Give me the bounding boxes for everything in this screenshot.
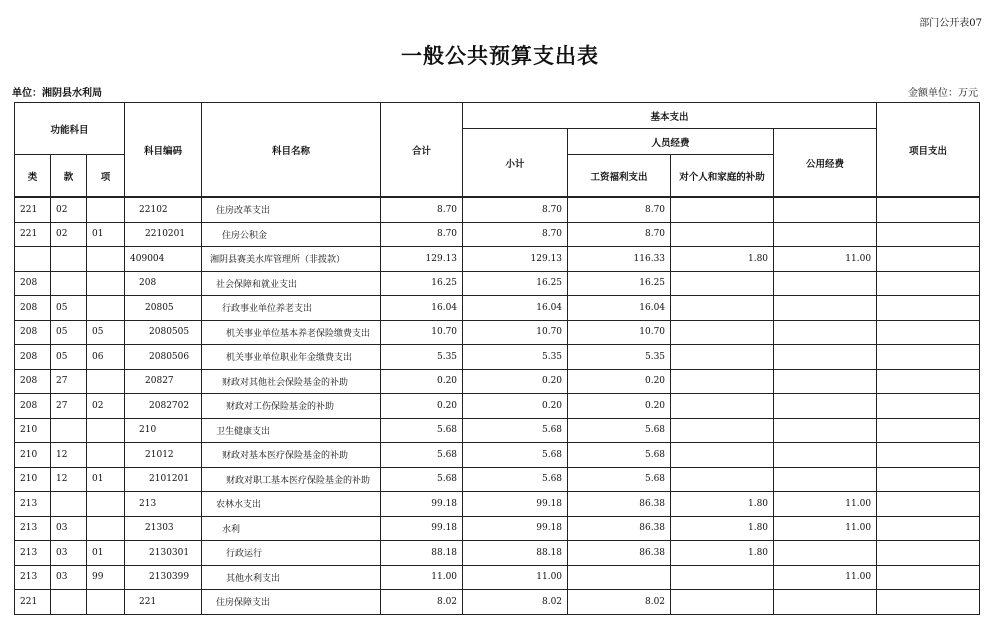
cell-subsidy: 1.80 xyxy=(671,516,774,541)
table-row xyxy=(15,345,980,370)
cell-subsidy xyxy=(671,467,774,492)
cell-salary: 16.04 xyxy=(568,296,671,321)
header-kuan: 款 xyxy=(51,155,87,198)
table-row xyxy=(15,541,980,566)
cell-subtotal: 5.68 xyxy=(463,418,568,443)
cell-xiang xyxy=(87,443,125,468)
cell-public xyxy=(774,443,877,468)
cell-name: 住房改革支出 xyxy=(202,197,381,222)
cell-name: 财政对其他社会保险基金的补助 xyxy=(202,369,381,394)
cell-subtotal: 11.00 xyxy=(463,565,568,590)
cell-code: 2082702 xyxy=(125,394,202,419)
cell-public: 11.00 xyxy=(774,247,877,272)
cell-code: 2210201 xyxy=(125,222,202,247)
budget-table xyxy=(14,102,980,615)
header-name: 科目名称 xyxy=(202,103,381,198)
table-row xyxy=(15,443,980,468)
cell-subtotal: 8.02 xyxy=(463,590,568,615)
cell-total: 16.04 xyxy=(381,296,463,321)
cell-total: 8.70 xyxy=(381,222,463,247)
cell-salary: 0.20 xyxy=(568,369,671,394)
cell-xiang xyxy=(87,247,125,272)
cell-total: 0.20 xyxy=(381,369,463,394)
cell-subtotal: 88.18 xyxy=(463,541,568,566)
cell-xiang xyxy=(87,296,125,321)
cell-salary: 5.68 xyxy=(568,443,671,468)
cell-public xyxy=(774,590,877,615)
cell-kuan: 02 xyxy=(51,197,87,222)
cell-subsidy xyxy=(671,320,774,345)
cell-code: 2130301 xyxy=(125,541,202,566)
header-basic: 基本支出 xyxy=(463,103,877,129)
cell-name: 水利 xyxy=(202,516,381,541)
header-xiang: 项 xyxy=(87,155,125,198)
cell-xiang: 06 xyxy=(87,345,125,370)
table-row xyxy=(15,296,980,321)
cell-lei: 210 xyxy=(15,443,51,468)
cell-project xyxy=(877,320,980,345)
cell-total: 5.68 xyxy=(381,443,463,468)
header-subtotal: 小计 xyxy=(463,129,568,198)
cell-subtotal: 129.13 xyxy=(463,247,568,272)
cell-project xyxy=(877,516,980,541)
cell-name: 行政事业单位养老支出 xyxy=(202,296,381,321)
unit-label: 单位：湘阴县水利局 xyxy=(12,88,102,99)
cell-code: 21012 xyxy=(125,443,202,468)
cell-public xyxy=(774,369,877,394)
cell-code: 20827 xyxy=(125,369,202,394)
cell-name: 住房公积金 xyxy=(202,222,381,247)
cell-kuan: 03 xyxy=(51,516,87,541)
cell-salary: 5.68 xyxy=(568,418,671,443)
cell-subsidy xyxy=(671,443,774,468)
cell-xiang: 02 xyxy=(87,394,125,419)
cell-code: 210 xyxy=(125,418,202,443)
cell-xiang: 01 xyxy=(87,222,125,247)
cell-name: 其他水利支出 xyxy=(202,565,381,590)
cell-lei: 208 xyxy=(15,296,51,321)
cell-project xyxy=(877,345,980,370)
cell-kuan: 05 xyxy=(51,296,87,321)
cell-total: 8.02 xyxy=(381,590,463,615)
cell-public xyxy=(774,394,877,419)
cell-xiang: 01 xyxy=(87,541,125,566)
table-row xyxy=(15,565,980,590)
header-public: 公用经费 xyxy=(774,129,877,198)
cell-code: 2130399 xyxy=(125,565,202,590)
cell-public xyxy=(774,320,877,345)
cell-xiang xyxy=(87,516,125,541)
table-row xyxy=(15,197,980,222)
money-unit-label: 金额单位：万元 xyxy=(908,88,978,99)
cell-code: 221 xyxy=(125,590,202,615)
cell-subsidy xyxy=(671,197,774,222)
cell-subtotal: 0.20 xyxy=(463,394,568,419)
cell-public xyxy=(774,541,877,566)
cell-public xyxy=(774,467,877,492)
cell-salary: 10.70 xyxy=(568,320,671,345)
cell-name: 行政运行 xyxy=(202,541,381,566)
cell-salary: 8.70 xyxy=(568,222,671,247)
cell-kuan xyxy=(51,271,87,296)
cell-project xyxy=(877,222,980,247)
cell-project xyxy=(877,492,980,517)
cell-public xyxy=(774,271,877,296)
form-code: 部门公开表07 xyxy=(919,18,982,29)
cell-subtotal: 5.68 xyxy=(463,467,568,492)
cell-kuan: 03 xyxy=(51,541,87,566)
cell-xiang xyxy=(87,590,125,615)
cell-salary: 16.25 xyxy=(568,271,671,296)
cell-project xyxy=(877,443,980,468)
cell-lei: 221 xyxy=(15,197,51,222)
cell-project xyxy=(877,565,980,590)
cell-code: 2080506 xyxy=(125,345,202,370)
cell-subtotal: 16.04 xyxy=(463,296,568,321)
cell-salary: 0.20 xyxy=(568,394,671,419)
cell-public: 11.00 xyxy=(774,492,877,517)
table-row xyxy=(15,247,980,272)
cell-total: 8.70 xyxy=(381,197,463,222)
cell-lei: 221 xyxy=(15,590,51,615)
cell-name: 财政对基本医疗保险基金的补助 xyxy=(202,443,381,468)
header-code: 科目编码 xyxy=(125,103,202,198)
cell-project xyxy=(877,369,980,394)
table-row xyxy=(15,516,980,541)
cell-project xyxy=(877,467,980,492)
header-lei: 类 xyxy=(15,155,51,198)
cell-project xyxy=(877,541,980,566)
cell-subtotal: 99.18 xyxy=(463,492,568,517)
cell-project xyxy=(877,247,980,272)
cell-project xyxy=(877,271,980,296)
cell-xiang xyxy=(87,271,125,296)
cell-lei: 208 xyxy=(15,369,51,394)
cell-name: 机关事业单位职业年金缴费支出 xyxy=(202,345,381,370)
cell-name: 卫生健康支出 xyxy=(202,418,381,443)
cell-project xyxy=(877,418,980,443)
cell-public xyxy=(774,345,877,370)
header-func-subject: 功能科目 xyxy=(15,103,125,155)
cell-subtotal: 0.20 xyxy=(463,369,568,394)
cell-kuan: 27 xyxy=(51,369,87,394)
table-body xyxy=(15,197,980,614)
cell-kuan: 05 xyxy=(51,345,87,370)
cell-total: 129.13 xyxy=(381,247,463,272)
cell-xiang: 05 xyxy=(87,320,125,345)
cell-xiang xyxy=(87,418,125,443)
cell-kuan xyxy=(51,492,87,517)
cell-salary: 8.02 xyxy=(568,590,671,615)
cell-name: 湘阴县赛美水库管理所（非拨款） xyxy=(202,247,381,272)
cell-subsidy xyxy=(671,565,774,590)
cell-xiang: 01 xyxy=(87,467,125,492)
cell-subsidy xyxy=(671,418,774,443)
cell-name: 财政对职工基本医疗保险基金的补助 xyxy=(202,467,381,492)
cell-code: 213 xyxy=(125,492,202,517)
cell-project xyxy=(877,394,980,419)
cell-kuan: 02 xyxy=(51,222,87,247)
cell-xiang xyxy=(87,369,125,394)
cell-lei: 208 xyxy=(15,345,51,370)
cell-code: 208 xyxy=(125,271,202,296)
cell-lei: 213 xyxy=(15,565,51,590)
cell-lei: 213 xyxy=(15,516,51,541)
cell-subtotal: 16.25 xyxy=(463,271,568,296)
cell-salary: 86.38 xyxy=(568,492,671,517)
cell-subsidy xyxy=(671,369,774,394)
cell-kuan: 03 xyxy=(51,565,87,590)
table-row xyxy=(15,271,980,296)
cell-kuan xyxy=(51,590,87,615)
header-project: 项目支出 xyxy=(877,103,980,198)
cell-subtotal: 5.68 xyxy=(463,443,568,468)
cell-code: 22102 xyxy=(125,197,202,222)
cell-salary xyxy=(568,565,671,590)
cell-lei: 210 xyxy=(15,467,51,492)
cell-total: 16.25 xyxy=(381,271,463,296)
cell-name: 农林水支出 xyxy=(202,492,381,517)
page-title: 一般公共预算支出表 xyxy=(401,43,599,68)
table-row xyxy=(15,492,980,517)
cell-salary: 8.70 xyxy=(568,197,671,222)
cell-xiang xyxy=(87,492,125,517)
cell-subsidy xyxy=(671,590,774,615)
cell-kuan xyxy=(51,247,87,272)
cell-lei: 221 xyxy=(15,222,51,247)
cell-kuan: 27 xyxy=(51,394,87,419)
cell-subsidy: 1.80 xyxy=(671,492,774,517)
cell-xiang: 99 xyxy=(87,565,125,590)
cell-public: 11.00 xyxy=(774,516,877,541)
cell-public xyxy=(774,197,877,222)
cell-public: 11.00 xyxy=(774,565,877,590)
cell-total: 5.35 xyxy=(381,345,463,370)
cell-kuan: 12 xyxy=(51,467,87,492)
cell-subtotal: 99.18 xyxy=(463,516,568,541)
cell-total: 99.18 xyxy=(381,492,463,517)
cell-salary: 5.68 xyxy=(568,467,671,492)
cell-project xyxy=(877,296,980,321)
cell-total: 11.00 xyxy=(381,565,463,590)
cell-subsidy xyxy=(671,345,774,370)
cell-subsidy: 1.80 xyxy=(671,541,774,566)
cell-salary: 5.35 xyxy=(568,345,671,370)
cell-subsidy xyxy=(671,271,774,296)
table-row xyxy=(15,369,980,394)
cell-salary: 86.38 xyxy=(568,541,671,566)
cell-subtotal: 10.70 xyxy=(463,320,568,345)
header-personnel: 人员经费 xyxy=(568,129,774,155)
table-row xyxy=(15,418,980,443)
cell-kuan xyxy=(51,418,87,443)
cell-public xyxy=(774,222,877,247)
cell-subtotal: 8.70 xyxy=(463,197,568,222)
cell-subsidy xyxy=(671,296,774,321)
cell-total: 5.68 xyxy=(381,418,463,443)
table-row xyxy=(15,394,980,419)
cell-salary: 116.33 xyxy=(568,247,671,272)
cell-kuan: 05 xyxy=(51,320,87,345)
cell-name: 社会保障和就业支出 xyxy=(202,271,381,296)
cell-code: 20805 xyxy=(125,296,202,321)
cell-code: 2080505 xyxy=(125,320,202,345)
cell-lei: 210 xyxy=(15,418,51,443)
header-subsidy: 对个人和家庭的补助 xyxy=(671,155,774,198)
cell-subsidy xyxy=(671,222,774,247)
cell-xiang xyxy=(87,197,125,222)
cell-subtotal: 5.35 xyxy=(463,345,568,370)
table-row xyxy=(15,467,980,492)
cell-lei: 208 xyxy=(15,320,51,345)
table-row xyxy=(15,590,980,615)
cell-total: 99.18 xyxy=(381,516,463,541)
cell-name: 机关事业单位基本养老保险缴费支出 xyxy=(202,320,381,345)
cell-salary: 86.38 xyxy=(568,516,671,541)
cell-subsidy: 1.80 xyxy=(671,247,774,272)
cell-code: 2101201 xyxy=(125,467,202,492)
cell-total: 5.68 xyxy=(381,467,463,492)
cell-total: 0.20 xyxy=(381,394,463,419)
cell-lei: 208 xyxy=(15,271,51,296)
cell-name: 住房保障支出 xyxy=(202,590,381,615)
table-row xyxy=(15,320,980,345)
cell-name: 财政对工伤保险基金的补助 xyxy=(202,394,381,419)
cell-public xyxy=(774,418,877,443)
cell-total: 10.70 xyxy=(381,320,463,345)
cell-lei: 213 xyxy=(15,492,51,517)
cell-subsidy xyxy=(671,394,774,419)
cell-subtotal: 8.70 xyxy=(463,222,568,247)
cell-code: 21303 xyxy=(125,516,202,541)
cell-lei: 213 xyxy=(15,541,51,566)
cell-project xyxy=(877,590,980,615)
cell-code: 409004 xyxy=(125,247,202,272)
table-row xyxy=(15,222,980,247)
header-total: 合计 xyxy=(381,103,463,198)
cell-public xyxy=(774,296,877,321)
cell-project xyxy=(877,197,980,222)
cell-total: 88.18 xyxy=(381,541,463,566)
header-salary: 工资福利支出 xyxy=(568,155,671,198)
cell-lei xyxy=(15,247,51,272)
cell-lei: 208 xyxy=(15,394,51,419)
cell-kuan: 12 xyxy=(51,443,87,468)
